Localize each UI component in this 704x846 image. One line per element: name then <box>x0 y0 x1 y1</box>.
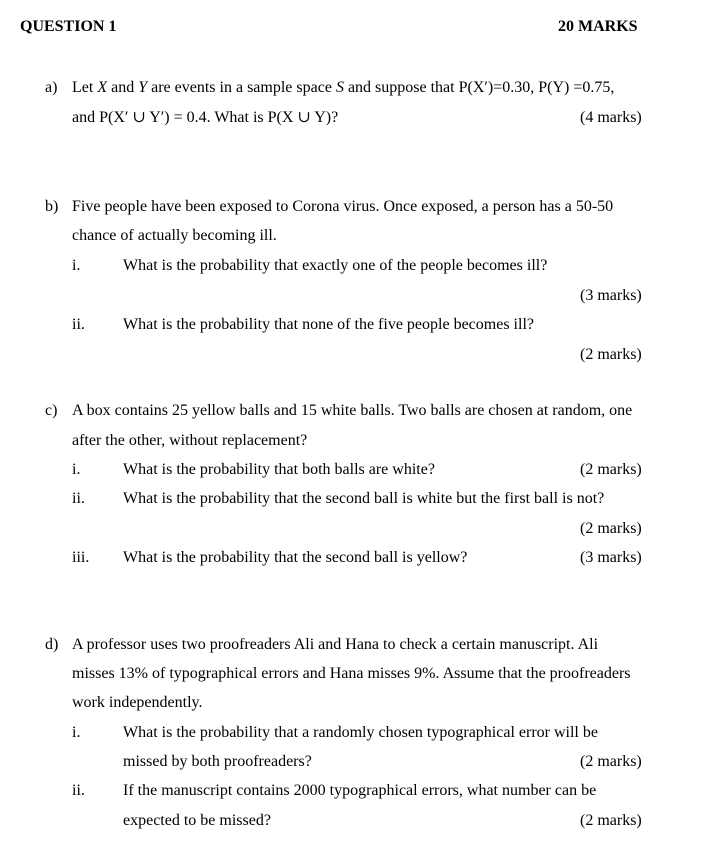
part-c-ii-label: ii. <box>72 490 85 507</box>
part-c-iii-marks: (3 marks) <box>580 549 642 566</box>
part-c-i-label: i. <box>72 461 81 478</box>
part-a-line-1: Let X and Y are events in a sample space S and suppose that P(X′)=0.30, P(Y) =0.75, <box>72 79 615 96</box>
part-c-iii-label: iii. <box>72 549 90 566</box>
part-a-marks: (4 marks) <box>580 109 642 126</box>
part-c-ii-text: What is the probability that the second ball is white but the first ball is not? <box>123 490 605 507</box>
part-b-i-marks: (3 marks) <box>580 287 642 304</box>
part-b-i-text: What is the probability that exactly one of the people becomes ill? <box>123 257 548 274</box>
part-d-line-2: misses 13% of typographical errors and Hana misses 9%. Assume that the proofreaders <box>72 665 631 682</box>
part-d-i-marks: (2 marks) <box>580 753 642 770</box>
part-b-ii-text: What is the probability that none of the five people becomes ill? <box>123 316 534 333</box>
part-c-line-1: A box contains 25 yellow balls and 15 white balls. Two balls are chosen at random, one <box>72 402 633 419</box>
part-c-ii-marks: (2 marks) <box>580 520 642 537</box>
part-b-ii-label: ii. <box>72 316 85 333</box>
part-d-line-1: A professor uses two proofreaders Ali and Hana to check a certain manuscript. Ali <box>72 636 599 653</box>
part-d-ii-text-2: expected to be missed? <box>123 812 271 829</box>
part-c-i-text: What is the probability that both balls are white? <box>123 461 435 478</box>
part-d-i-text-2: missed by both proofreaders? <box>123 753 312 770</box>
total-marks: 20 MARKS <box>558 18 638 35</box>
part-b-label: b) <box>45 198 59 215</box>
part-b-line-1: Five people have been exposed to Corona virus. Once exposed, a person has a 50-50 <box>72 198 614 215</box>
part-a-label: a) <box>45 79 58 96</box>
part-d-line-3: work independently. <box>72 694 203 711</box>
part-d-i-text-1: What is the probability that a randomly chosen typographical error will be <box>123 724 598 741</box>
part-a-line-2: and P(X′ ∪ Y′) = 0.4. What is P(X ∪ Y)? <box>72 109 339 126</box>
part-c-line-2: after the other, without replacement? <box>72 432 308 449</box>
part-b-i-label: i. <box>72 257 81 274</box>
part-d-label: d) <box>45 636 59 653</box>
part-d-ii-text-1: If the manuscript contains 2000 typographical errors, what number can be <box>123 782 597 799</box>
part-d-ii-label: ii. <box>72 782 85 799</box>
question-title: QUESTION 1 <box>20 18 117 35</box>
part-d-i-label: i. <box>72 724 81 741</box>
part-c-i-marks: (2 marks) <box>580 461 642 478</box>
part-b-line-2: chance of actually becoming ill. <box>72 227 277 244</box>
part-c-iii-text: What is the probability that the second ball is yellow? <box>123 549 468 566</box>
part-c-label: c) <box>45 402 58 419</box>
part-b-ii-marks: (2 marks) <box>580 346 642 363</box>
part-d-ii-marks: (2 marks) <box>580 812 642 829</box>
